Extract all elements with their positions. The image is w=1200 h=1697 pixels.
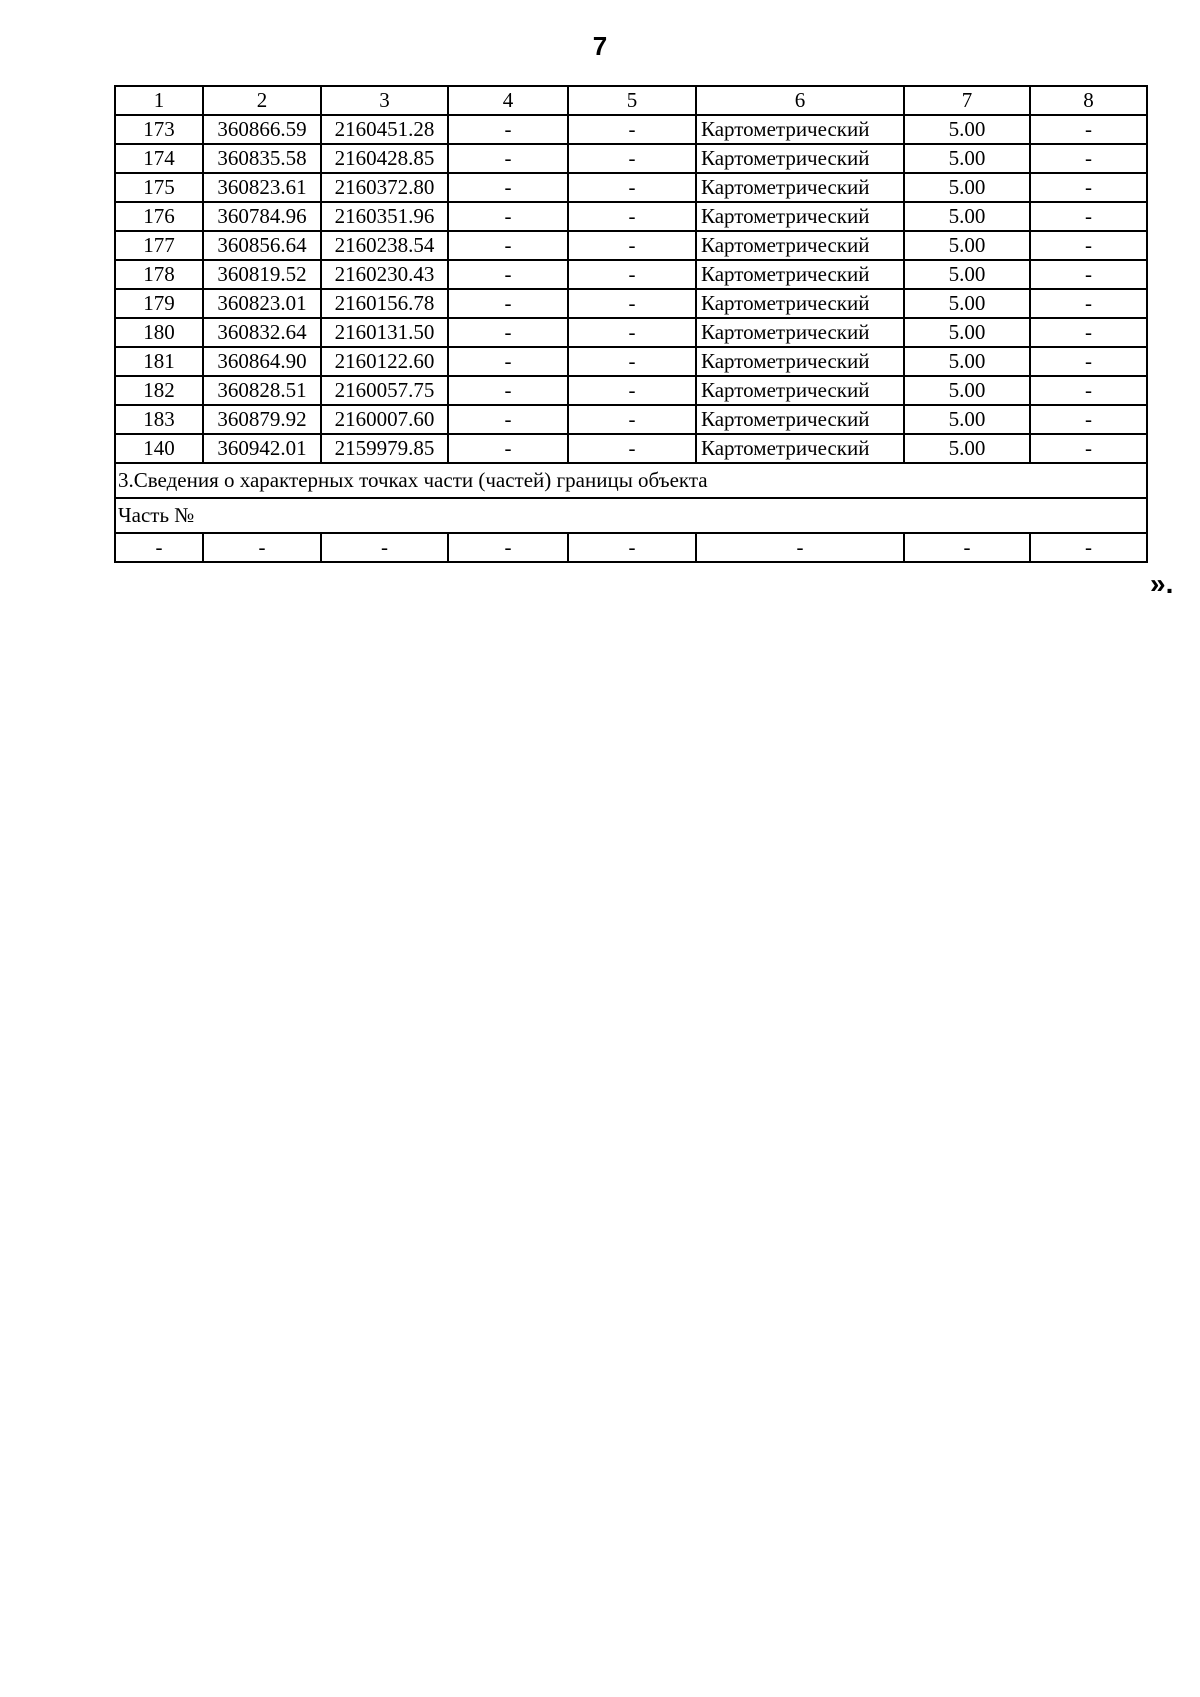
table-cell: - <box>1030 289 1147 318</box>
table-row <box>115 115 1147 144</box>
coordinates-table <box>114 85 1148 563</box>
table-cell: 181 <box>115 347 203 376</box>
header-cell: 7 <box>904 86 1030 115</box>
table-cell: 182 <box>115 376 203 405</box>
part-label-row <box>115 498 1147 533</box>
table-cell: - <box>115 533 203 562</box>
table-cell: - <box>448 533 568 562</box>
table-row <box>115 434 1147 463</box>
table-cell: 2160057.75 <box>321 376 448 405</box>
table-cell: - <box>568 289 696 318</box>
table-cell: - <box>448 202 568 231</box>
table-cell: 360835.58 <box>203 144 321 173</box>
table-row <box>115 144 1147 173</box>
table-cell: - <box>568 434 696 463</box>
table-cell: - <box>1030 347 1147 376</box>
table-cell: 360866.59 <box>203 115 321 144</box>
part-row <box>115 533 1147 562</box>
table-cell: Картометрический <box>696 202 904 231</box>
page-number: 7 <box>592 31 608 61</box>
table-cell: 360856.64 <box>203 231 321 260</box>
table-cell: Картометрический <box>696 173 904 202</box>
table-cell: 2160451.28 <box>321 115 448 144</box>
table-cell: - <box>448 318 568 347</box>
table-cell: - <box>448 144 568 173</box>
header-row <box>115 86 1147 115</box>
table-cell: 5.00 <box>904 202 1030 231</box>
table-body <box>115 86 1147 562</box>
table-cell: Картометрический <box>696 347 904 376</box>
table-cell: 2159979.85 <box>321 434 448 463</box>
table-cell: 2160122.60 <box>321 347 448 376</box>
table-cell: Картометрический <box>696 144 904 173</box>
table-row <box>115 376 1147 405</box>
table-cell: - <box>568 260 696 289</box>
table-cell: 360828.51 <box>203 376 321 405</box>
table-cell: 360864.90 <box>203 347 321 376</box>
table-cell: Картометрический <box>696 434 904 463</box>
table-cell: 360832.64 <box>203 318 321 347</box>
table-row <box>115 405 1147 434</box>
table-cell: 183 <box>115 405 203 434</box>
table-cell: 360784.96 <box>203 202 321 231</box>
table-cell: - <box>321 533 448 562</box>
table-cell: - <box>568 376 696 405</box>
table-cell: Картометрический <box>696 231 904 260</box>
section-title-row <box>115 463 1147 498</box>
table-cell: - <box>448 231 568 260</box>
header-cell: 4 <box>448 86 568 115</box>
table-cell: 2160351.96 <box>321 202 448 231</box>
table-cell: - <box>448 434 568 463</box>
header-cell: 1 <box>115 86 203 115</box>
table-cell: 5.00 <box>904 347 1030 376</box>
table-cell: 360823.01 <box>203 289 321 318</box>
table-cell: 2160131.50 <box>321 318 448 347</box>
table-cell: Картометрический <box>696 376 904 405</box>
table-row <box>115 318 1147 347</box>
table-cell: 2160230.43 <box>321 260 448 289</box>
table-cell: 5.00 <box>904 376 1030 405</box>
table-cell: 360823.61 <box>203 173 321 202</box>
table-cell: 140 <box>115 434 203 463</box>
table-cell: - <box>448 376 568 405</box>
table-cell: 360819.52 <box>203 260 321 289</box>
table-cell: - <box>568 405 696 434</box>
table-cell: 2160372.80 <box>321 173 448 202</box>
header-cell: 5 <box>568 86 696 115</box>
table-cell: - <box>1030 318 1147 347</box>
table-cell: - <box>1030 533 1147 562</box>
table-row <box>115 347 1147 376</box>
table-cell: - <box>1030 202 1147 231</box>
table-cell: 175 <box>115 173 203 202</box>
table-cell: 5.00 <box>904 318 1030 347</box>
header-cell: 3 <box>321 86 448 115</box>
table-cell: 178 <box>115 260 203 289</box>
table-cell: 5.00 <box>904 144 1030 173</box>
table-cell: - <box>1030 434 1147 463</box>
table-cell: - <box>448 173 568 202</box>
table-cell: - <box>1030 173 1147 202</box>
table-cell: - <box>568 347 696 376</box>
table-cell: - <box>568 231 696 260</box>
table-cell: Картометрический <box>696 115 904 144</box>
part-label: Часть № <box>115 498 1147 533</box>
table-cell: 2160156.78 <box>321 289 448 318</box>
table-cell: 360942.01 <box>203 434 321 463</box>
table-cell: - <box>1030 405 1147 434</box>
table-cell: - <box>568 533 696 562</box>
table-cell: 179 <box>115 289 203 318</box>
table-cell: - <box>568 173 696 202</box>
table-cell: 2160428.85 <box>321 144 448 173</box>
table-cell: 5.00 <box>904 405 1030 434</box>
table-row <box>115 202 1147 231</box>
table-cell: - <box>203 533 321 562</box>
table-cell: - <box>448 289 568 318</box>
table-row <box>115 289 1147 318</box>
table-cell: - <box>448 115 568 144</box>
header-cell: 6 <box>696 86 904 115</box>
table-cell: - <box>568 115 696 144</box>
table-cell: Картометрический <box>696 289 904 318</box>
table-cell: 5.00 <box>904 231 1030 260</box>
table-cell: 173 <box>115 115 203 144</box>
header-cell: 8 <box>1030 86 1147 115</box>
table-cell: 2160007.60 <box>321 405 448 434</box>
table-cell: - <box>448 260 568 289</box>
table-cell: - <box>1030 231 1147 260</box>
table-cell: 2160238.54 <box>321 231 448 260</box>
table-cell: - <box>448 347 568 376</box>
table-cell: 5.00 <box>904 115 1030 144</box>
table-cell: - <box>1030 144 1147 173</box>
table-cell: 5.00 <box>904 434 1030 463</box>
header-cell: 2 <box>203 86 321 115</box>
table-cell: - <box>1030 115 1147 144</box>
table-cell: Картометрический <box>696 405 904 434</box>
table-cell: - <box>568 144 696 173</box>
table-cell: 5.00 <box>904 173 1030 202</box>
table-row <box>115 260 1147 289</box>
table-cell: 5.00 <box>904 289 1030 318</box>
table-cell: 360879.92 <box>203 405 321 434</box>
table-cell: 5.00 <box>904 260 1030 289</box>
table-cell: Картометрический <box>696 318 904 347</box>
table-cell: - <box>568 318 696 347</box>
table-cell: - <box>568 202 696 231</box>
section-title: 3.Сведения о характерных точках части (частей) границы объекта <box>115 463 1147 498</box>
table-cell: 180 <box>115 318 203 347</box>
table-cell: 174 <box>115 144 203 173</box>
table-cell: - <box>448 405 568 434</box>
table-cell: - <box>904 533 1030 562</box>
table-row <box>115 173 1147 202</box>
table-cell: - <box>696 533 904 562</box>
table-cell: - <box>1030 376 1147 405</box>
table-cell: - <box>1030 260 1147 289</box>
table-cell: 177 <box>115 231 203 260</box>
closing-quote: ». <box>1150 568 1174 599</box>
table-cell: Картометрический <box>696 260 904 289</box>
table-cell: 176 <box>115 202 203 231</box>
table-row <box>115 231 1147 260</box>
